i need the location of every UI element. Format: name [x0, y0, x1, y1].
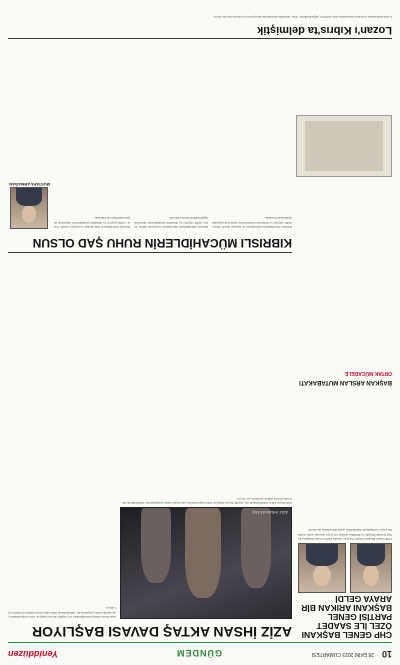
kibris-body-2: Kıbrıslı mücahidlerin mücadelesi ve hatırası anıldı. Yazar, tarihî olayları ve dönemin tanıklıklarını aktararak değerlendirmelerde bulundu. — [134, 216, 208, 229]
author-photo — [10, 187, 48, 229]
newspaper-logo: Yeniddüzen — [8, 649, 59, 659]
section-title: GÜNDEM — [176, 648, 222, 658]
kibris-body: Kıbrıslı mücahidlerin mücadelesi ve hatırası anıldı. Yazar, tarihî olayları ve dönemin tanıklıklarını aktararak değerlendirmelerde bulundu. — [212, 216, 292, 229]
page-header — [8, 642, 392, 659]
issue-date: 28 EKİM 2023 CUMARTESİ — [311, 651, 374, 657]
chp-photo — [350, 543, 392, 593]
lozan-body: Lozan Antlaşması ve Kıbrıs meselesine dair tarihî bir değerlendirme. Yazı, dönemin diplomatik süreçlerini ve sonuçlarını ele alıyor. — [213, 15, 392, 19]
aziz-headline: AZİZ İHSAN AKTAŞ DAVASI BAŞLIYOR — [31, 624, 292, 640]
aziz-body-2: Aziz İhsan Aktaş liderliğindeki suç örgütü davası başlıyor. Dava kapsamında çok sayıda sanık yargılanacak; iddianamede ihale süreçlerine ilişkin ayrıntılar yer alıyor. — [122, 496, 292, 505]
kibris-body-3: Kıbrıslı mücahidlerin mücadelesi ve hatırası anıldı. Yazar, tarihî olayları ve dönemin tanıklıklarını aktararak değerlendirmelerde bulundu. — [54, 216, 130, 229]
divider-bottom — [8, 38, 392, 39]
chp-subhead: BAŞKAN ARSLAN MUTABAKATI — [299, 379, 392, 385]
page-number: 10 — [381, 649, 392, 659]
author-byline: MUSTAFA ARMAĞAN — [9, 182, 50, 187]
advertisement — [296, 115, 392, 177]
divider — [8, 252, 292, 253]
chp-article — [298, 389, 392, 639]
chp-body: CHP Genel Başkanı Özgür Özel ile Saadet Partisi Genel Başkanı Temel Karamollaoğlu ve Mahmut Arıkan bir araya gelerek ortak açıklama yaptı. Görüşmede muhalefetin ortak mücadelesi ele alındı. — [298, 528, 392, 541]
aziz-body: Aziz İhsan Aktaş liderliğindeki suç örgütü davası başlıyor. Dava kapsamında çok sayıda sanık yargılanacak; iddianamede ihale süreçlerine ilişkin ayrıntılar yer alıyor. — [8, 606, 116, 619]
chp-photo-2 — [298, 543, 346, 593]
chp-subsection — [298, 185, 392, 385]
chp-red-label: ORTAK MÜCADELE — [344, 370, 392, 376]
chp-headline: CHP GENEL BAŞKANI ÖZEL İLE SAADET PARTİSİ GENEL BAŞKANI ARIKAN BİR ARAYA GELDİ — [301, 594, 392, 640]
lozan-headline: Lozan'ı Kıbrıs'ta delmiştik — [257, 24, 392, 36]
kibris-headline: KIBRISLI MÜCAHİDLERİN RUHU ŞAD OLSUN — [32, 236, 292, 250]
photo-caption: AZİZ İHSAN AKTAŞ — [252, 510, 288, 515]
aziz-photo — [120, 507, 292, 619]
